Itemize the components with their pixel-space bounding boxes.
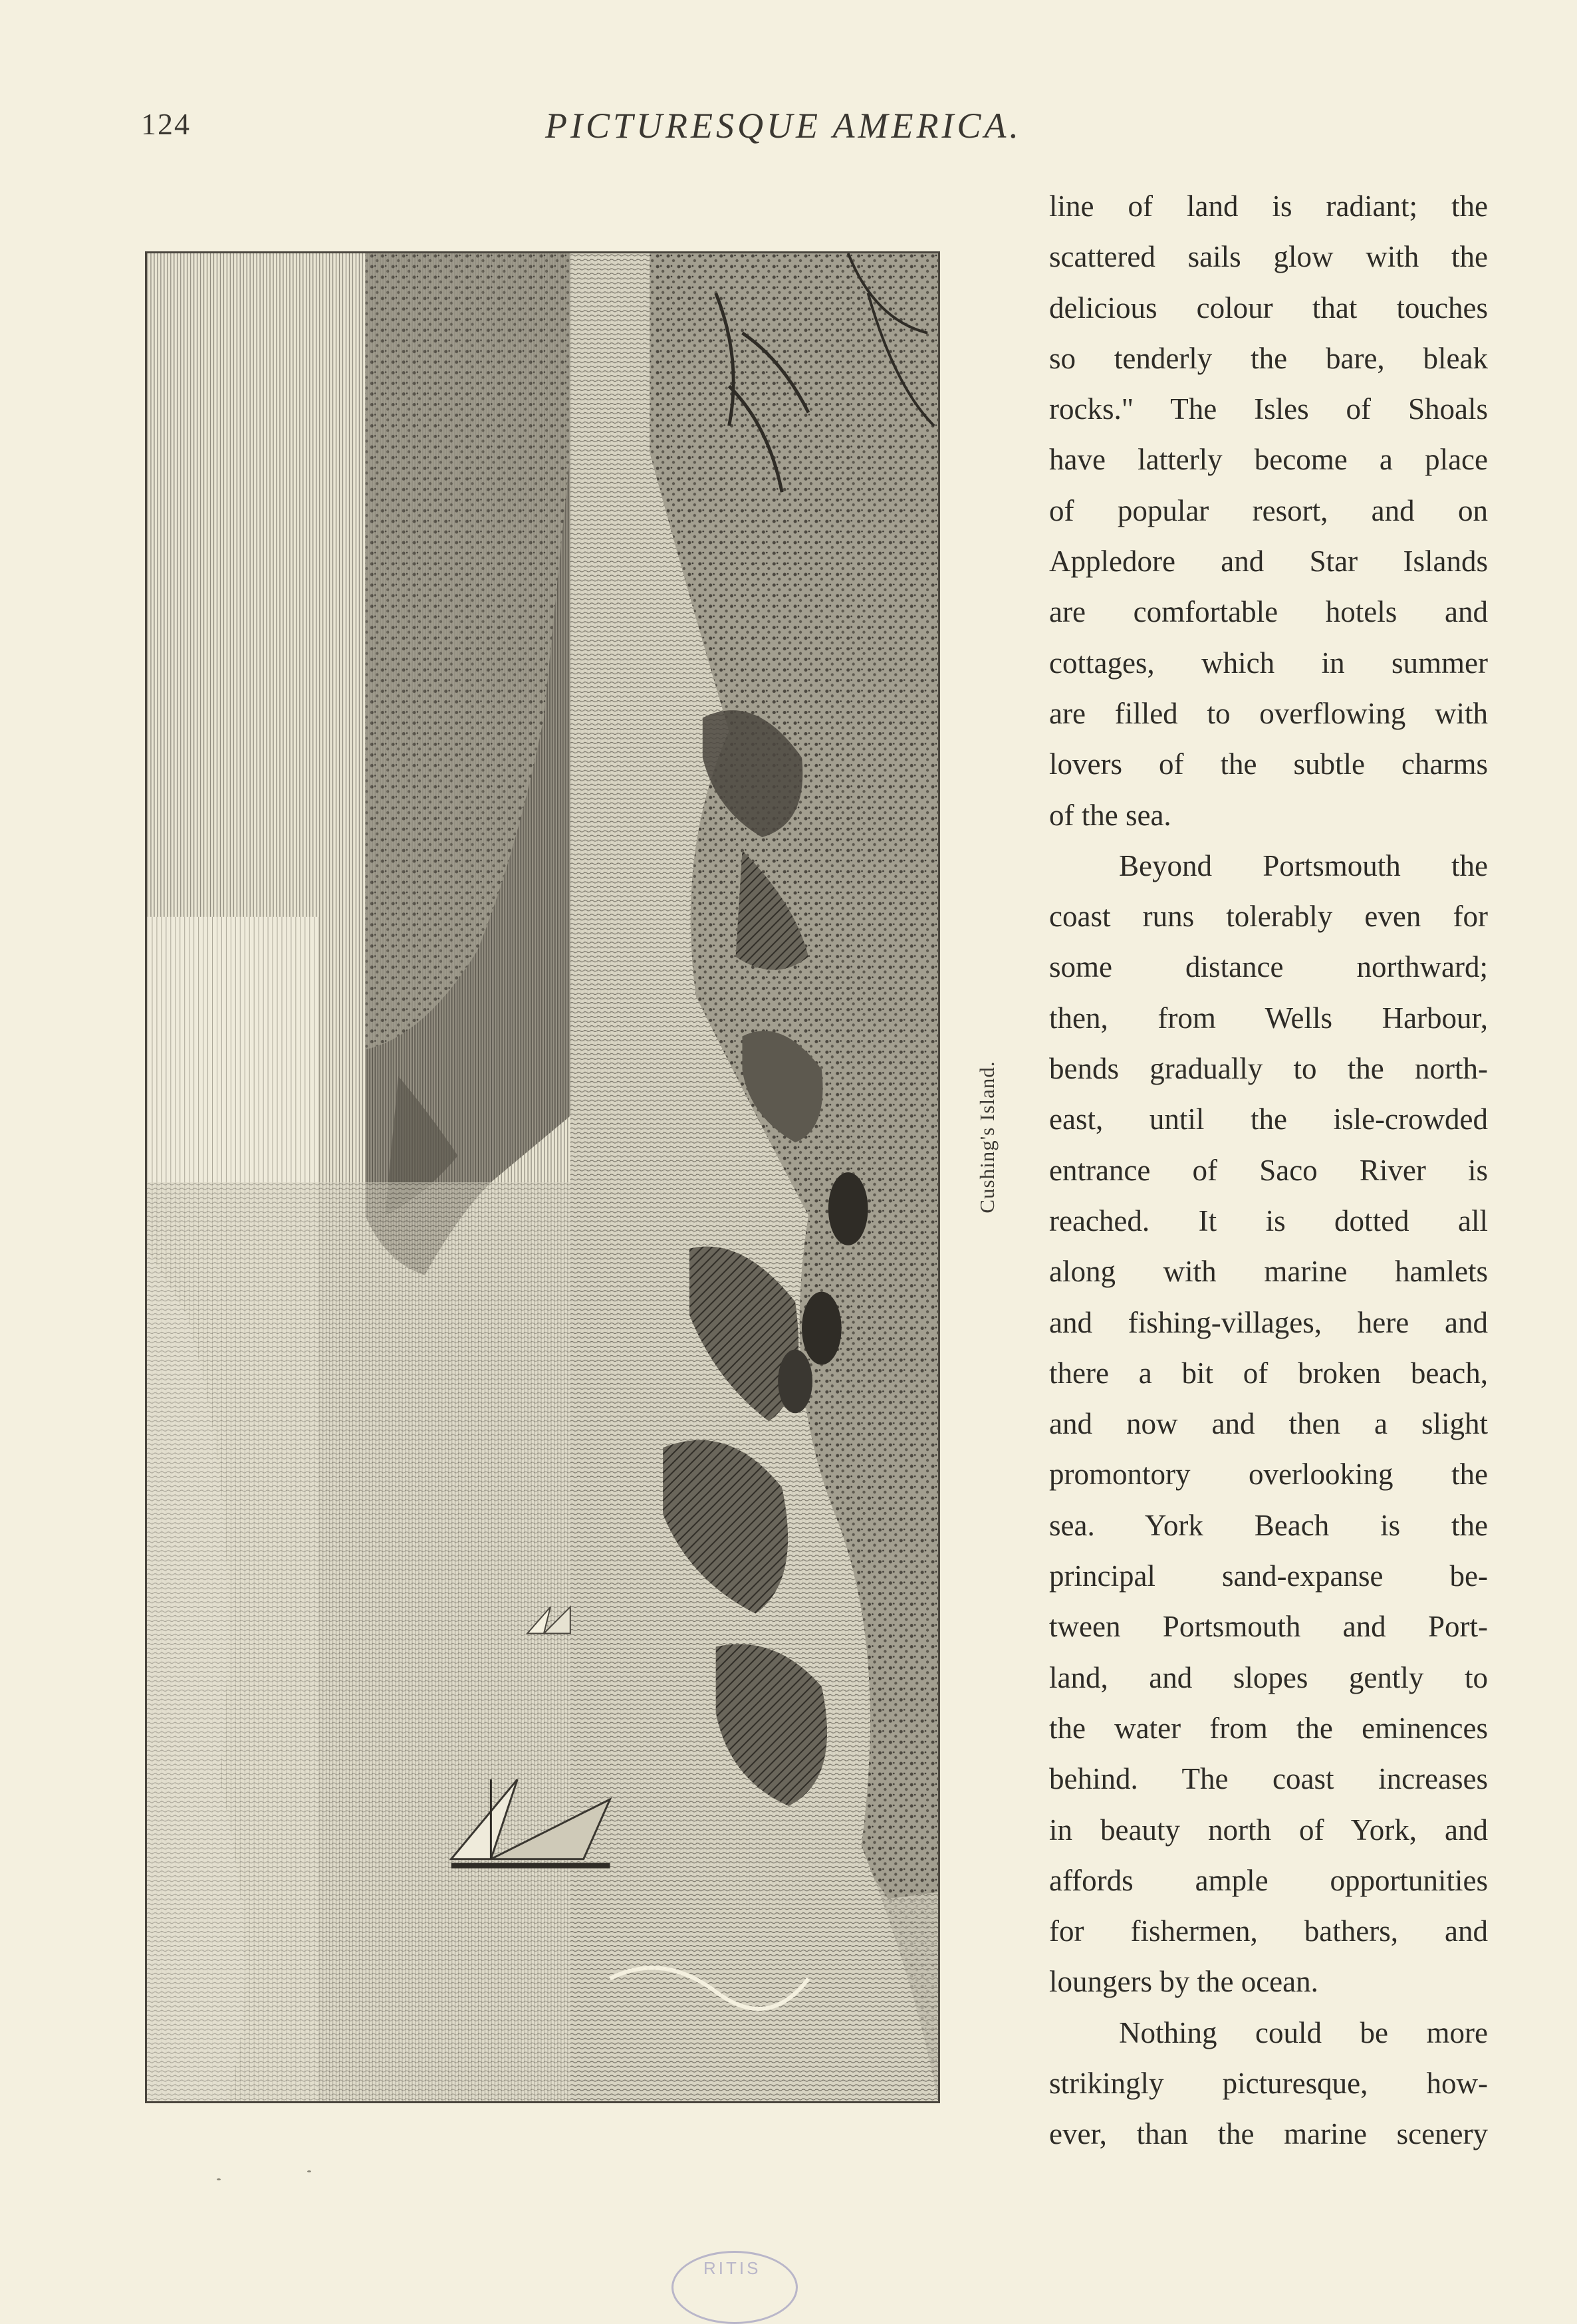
text-line: in beauty north of York, and <box>1049 1813 1488 1847</box>
text-line: loungers by the ocean. <box>1049 1965 1318 1999</box>
text-line: along with marine hamlets <box>1049 1255 1488 1289</box>
text-line: are comfortable hotels and <box>1049 595 1488 629</box>
text-line: promontory overlooking the <box>1049 1458 1488 1491</box>
text-line: rocks." The Isles of Shoals <box>1049 392 1488 426</box>
text-line: scattered sails glow with the <box>1049 240 1488 274</box>
engraving-illustration <box>145 251 940 2103</box>
text-line: lovers of the subtle charms <box>1049 747 1488 781</box>
text-line: strikingly picturesque, how- <box>1049 2066 1488 2100</box>
text-line: of popular resort, and on <box>1049 493 1488 527</box>
text-line: some distance northward; <box>1049 950 1488 984</box>
running-head: PICTURESQUE AMERICA. <box>545 106 1022 146</box>
text-line: and now and then a slight <box>1049 1407 1488 1441</box>
text-line: have latterly become a place <box>1049 443 1488 477</box>
text-line: of the sea. <box>1049 798 1171 832</box>
text-line: affords ample opportunities <box>1049 1863 1488 1897</box>
text-line: are filled to overflowing with <box>1049 696 1488 730</box>
text-line: Appledore and Star Islands <box>1049 545 1488 579</box>
body-text-column <box>1049 181 1488 2160</box>
text-line: cottages, which in summer <box>1049 646 1488 680</box>
text-line: Beyond Portsmouth the <box>1119 848 1488 882</box>
text-line: land, and slopes gently to <box>1049 1660 1488 1694</box>
text-line: there a bit of broken beach, <box>1049 1356 1488 1390</box>
text-line: principal sand-expanse be- <box>1049 1559 1488 1593</box>
text-line: entrance of Saco River is <box>1049 1153 1488 1187</box>
text-line: for fishermen, bathers, and <box>1049 1914 1488 1948</box>
text-line: the water from the eminences <box>1049 1711 1488 1745</box>
text-line: Nothing could be more <box>1119 2015 1488 2049</box>
text-line: then, from Wells Harbour, <box>1049 1001 1488 1035</box>
page-number: 124 <box>141 107 191 141</box>
illustration-caption-area <box>964 971 1011 1303</box>
text-line: delicious colour that touches <box>1049 291 1488 324</box>
paper-speck <box>217 2178 221 2180</box>
text-line: ever, than the marine scenery <box>1049 2117 1488 2151</box>
text-line: tween Portsmouth and Port- <box>1049 1610 1488 1644</box>
text-line: line of land is radiant; the <box>1049 190 1488 223</box>
text-line: bends gradually to the north- <box>1049 1052 1488 1086</box>
engraving-image <box>147 253 938 2101</box>
text-line: reached. It is dotted all <box>1049 1204 1488 1237</box>
paper-speck <box>307 2170 311 2172</box>
text-line: behind. The coast increases <box>1049 1762 1488 1796</box>
text-line: and fishing-villages, here and <box>1049 1305 1488 1339</box>
illustration-caption: Cushing's Island. <box>975 1061 999 1214</box>
text-line: so tenderly the bare, bleak <box>1049 341 1488 375</box>
text-line: east, until the isle-crowded <box>1049 1102 1488 1136</box>
library-stamp-text: RITIS <box>703 2258 761 2278</box>
text-line: sea. York Beach is the <box>1049 1508 1488 1542</box>
text-line: coast runs tolerably even for <box>1049 900 1488 934</box>
